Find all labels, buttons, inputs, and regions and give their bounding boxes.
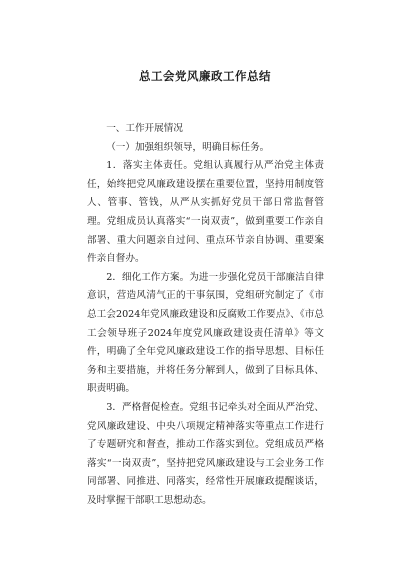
body-paragraph: 3．严格督促检查。党组书记牵头对全面从严治党、党风廉政建设、中央八项规定精神落实等重点工作进行了专题研究和督查，推动工作落实到位。党组成员严格落实“一岗双责”，坚持把党风廉政建设与工会业务工作同部署、同推进、同落实，经常性开展廉政提醒谈话，及时掌握干部职工思想动态。 (87, 401, 324, 506)
section-heading: 一、工作开展情况 (106, 123, 183, 134)
body-paragraph: 2．细化工作方案。为进一步强化党员干部廉洁自律意识，营造风清气正的干事氛围，党组研究制定了《市总工会2024年党风廉政建设和反腐败工作要点》、《市总工会领导班子2024年度党风廉政建设责任清单》等文件，明确了全年党风廉政建设工作的指导思想、目标任务和主要措施，并将任务分解到人，做到了目标具体、职责明确。 (87, 271, 324, 395)
document-body (87, 120, 324, 510)
document-title: 总工会党风廉政工作总结 (139, 69, 271, 83)
body-paragraph: 1．落实主体责任。党组认真履行从严治党主体责任，始终把党风廉政建设摆在重要位置，坚持用制度管人、管事、管钱，从严从实抓好党员干部日常监督管理。党组成员认真落实“一岗双责”，做到重要工作亲自部署、重大问题亲自过问、重点环节亲自协调、重要案件亲自督办。 (87, 160, 324, 265)
subsection-heading: （一）加强组织领导，明确目标任务。 (106, 141, 270, 153)
